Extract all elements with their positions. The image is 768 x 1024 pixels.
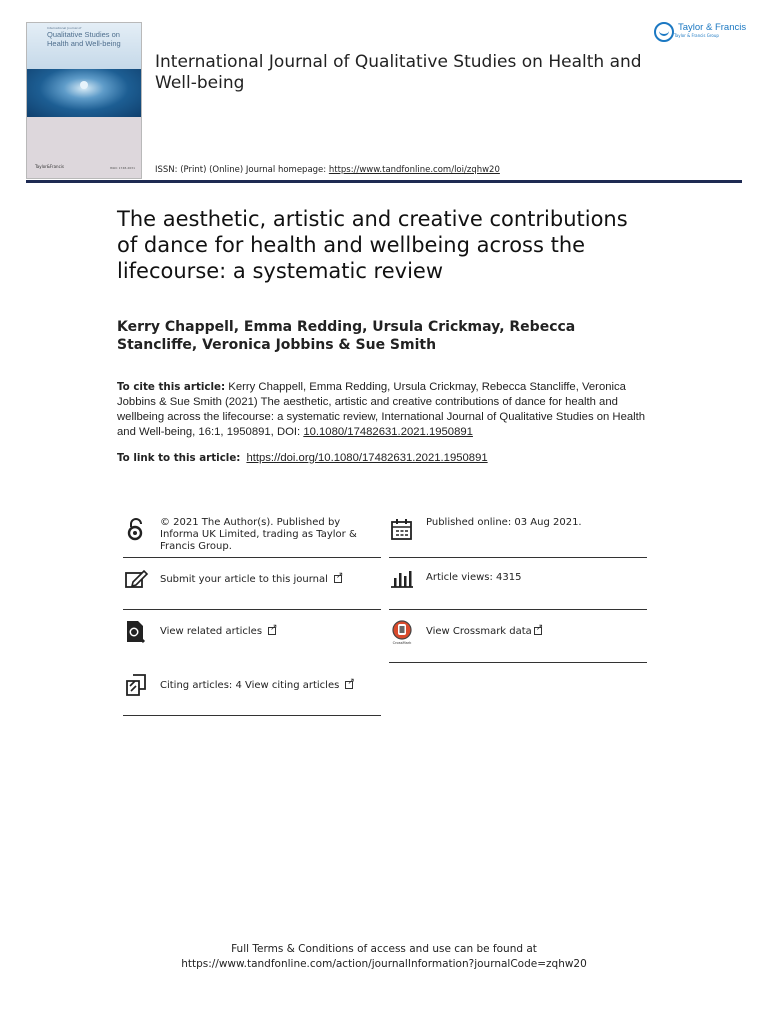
crossmark-icon	[389, 619, 415, 645]
cover-issn: ISSN: 1748-2631	[109, 166, 135, 170]
related-articles-icon	[123, 619, 149, 645]
cite-text: Kerry Chappell, Emma Redding, Ursula Crickmay, Rebecca Stancliffe, Veronica Jobbins & Sue Smith (2021) The aesthetic, artistic and creative contributions of dance for health and wellbeing across the lifecourse: a systematic review, International Journal of Qualitative Studies on Health and Well-being, 16:1, 1950891, DOI:	[117, 381, 646, 438]
publisher-logo[interactable]	[654, 22, 746, 42]
external-link-icon	[345, 681, 353, 689]
footer	[0, 942, 768, 972]
cover-title: Qualitative Studies on Health and Well-being	[47, 30, 121, 48]
issn-line	[155, 165, 500, 175]
grid-divider	[389, 609, 647, 610]
external-link-icon	[534, 627, 542, 635]
external-link-icon	[334, 575, 342, 583]
link-label: To link to this article:	[117, 452, 241, 464]
publisher-logo-sub: Taylor & Francis Group	[674, 33, 719, 38]
taylor-francis-logo-icon	[654, 22, 674, 42]
footer-terms-link[interactable]: https://www.tandfonline.com/action/journalInformation?journalCode=zqhw20	[181, 958, 587, 970]
view-crossmark-link[interactable]: View Crossmark data	[426, 626, 532, 637]
cite-label: To cite this article:	[117, 381, 226, 393]
journal-homepage-link[interactable]: https://www.tandfonline.com/loi/zqhw20	[328, 165, 500, 175]
article-authors: Kerry Chappell, Emma Redding, Ursula Crickmay, Rebecca Stancliffe, Veronica Jobbins & Sue Smith	[117, 319, 576, 353]
edit-icon	[123, 567, 149, 593]
article-title: The aesthetic, artistic and creative contributions of dance for health and wellbeing across the lifecourse: a systematic review	[117, 207, 628, 283]
grid-divider	[389, 662, 647, 663]
calendar-icon	[389, 517, 415, 543]
published-date: Published online: 03 Aug 2021.	[426, 517, 582, 528]
cover-publisher: Taylor&Francis	[35, 164, 64, 169]
grid-divider	[123, 609, 381, 610]
journal-cover	[26, 22, 142, 179]
cite-doi-link[interactable]: 10.1080/17482631.2021.1950891	[303, 426, 473, 438]
journal-title: International Journal of Qualitative Studies on Health and Well-being	[155, 52, 642, 93]
citation-block	[117, 380, 648, 440]
citing-articles-icon	[123, 672, 149, 698]
issn-label: ISSN: (Print) (Online) Journal homepage:	[155, 165, 329, 175]
grid-divider	[123, 557, 381, 558]
header-divider	[26, 180, 742, 183]
article-link-line	[117, 451, 488, 464]
copyright-text: © 2021 The Author(s). Published by Informa UK Limited, trading as Taylor & Francis Group.	[160, 517, 357, 552]
cover-small-text: International Journal of	[47, 26, 82, 30]
submit-article-link[interactable]: Submit your article to this journal	[160, 574, 328, 585]
article-doi-link[interactable]: https://doi.org/10.1080/17482631.2021.1950891	[246, 452, 488, 464]
grid-divider	[389, 557, 647, 558]
citing-articles-link[interactable]: Citing articles: 4 View citing articles	[160, 680, 340, 691]
external-link-icon	[268, 627, 276, 635]
view-related-articles-link[interactable]: View related articles	[160, 626, 263, 637]
article-views: Article views: 4315	[426, 572, 522, 583]
crossmark-icon-label: CrossMark	[392, 641, 412, 645]
open-access-icon	[123, 517, 149, 543]
grid-divider	[123, 715, 381, 716]
publisher-logo-name: Taylor & Francis	[678, 22, 747, 33]
bar-chart-icon	[389, 567, 415, 593]
footer-terms-text: Full Terms & Conditions of access and use can be found at	[231, 943, 537, 955]
